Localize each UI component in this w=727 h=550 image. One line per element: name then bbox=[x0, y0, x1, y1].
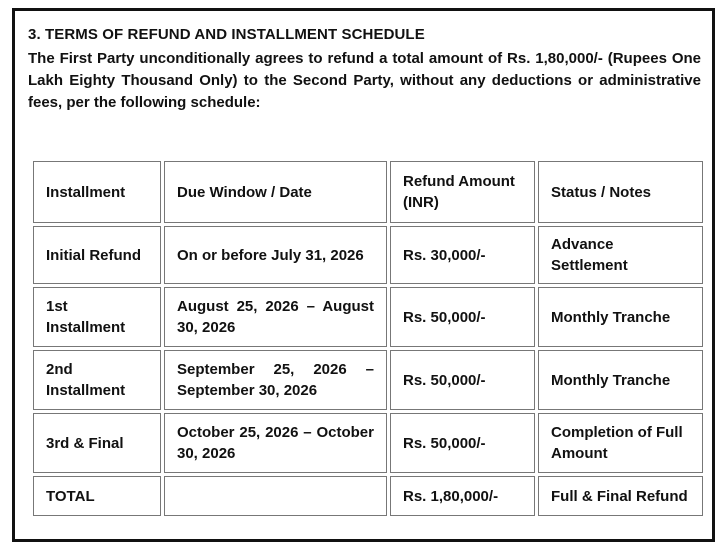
refund-schedule-table bbox=[30, 158, 706, 519]
amount-cell: Rs. 30,000/- bbox=[390, 226, 535, 284]
due-date-cell: September 25, 2026 – September 30, 2026 bbox=[164, 350, 387, 410]
due-date-cell: October 25, 2026 – October 30, 2026 bbox=[164, 413, 387, 473]
status-cell: Advance Settlement bbox=[538, 226, 703, 284]
table-header-row bbox=[33, 161, 703, 223]
table-row bbox=[33, 287, 703, 347]
total-row bbox=[33, 476, 703, 516]
amount-cell: Rs. 50,000/- bbox=[390, 413, 535, 473]
due-date-cell: On or before July 31, 2026 bbox=[164, 226, 387, 284]
section-heading: 3. TERMS OF REFUND AND INSTALLMENT SCHEDULE bbox=[28, 26, 425, 43]
table-row bbox=[33, 350, 703, 410]
total-status-cell: Full & Final Refund bbox=[538, 476, 703, 516]
due-date-cell: August 25, 2026 – August 30, 2026 bbox=[164, 287, 387, 347]
header-cell-refund-amount: Refund Amount (INR) bbox=[390, 161, 535, 223]
header-cell-due-window: Due Window / Date bbox=[164, 161, 387, 223]
table-row bbox=[33, 226, 703, 284]
amount-cell: Rs. 50,000/- bbox=[390, 350, 535, 410]
status-cell: Completion of Full Amount bbox=[538, 413, 703, 473]
amount-cell: Rs. 50,000/- bbox=[390, 287, 535, 347]
total-label-cell: TOTAL bbox=[33, 476, 161, 516]
refund-terms-paragraph: The First Party unconditionally agrees to refund a total amount of Rs. 1,80,000/- (Rupees One Lakh Eighty Thousand Only) to the Second Party, without any deductions or administrative fees, per the following schedule: bbox=[28, 50, 701, 111]
installment-cell: 3rd & Final bbox=[33, 413, 161, 473]
total-empty-cell bbox=[164, 476, 387, 516]
status-cell: Monthly Tranche bbox=[538, 350, 703, 410]
installment-cell: 2nd Installment bbox=[33, 350, 161, 410]
table-row bbox=[33, 413, 703, 473]
status-cell: Monthly Tranche bbox=[538, 287, 703, 347]
total-amount-cell: Rs. 1,80,000/- bbox=[390, 476, 535, 516]
header-cell-installment: Installment bbox=[33, 161, 161, 223]
header-cell-status-notes: Status / Notes bbox=[538, 161, 703, 223]
installment-cell: 1st Installment bbox=[33, 287, 161, 347]
installment-cell: Initial Refund bbox=[33, 226, 161, 284]
